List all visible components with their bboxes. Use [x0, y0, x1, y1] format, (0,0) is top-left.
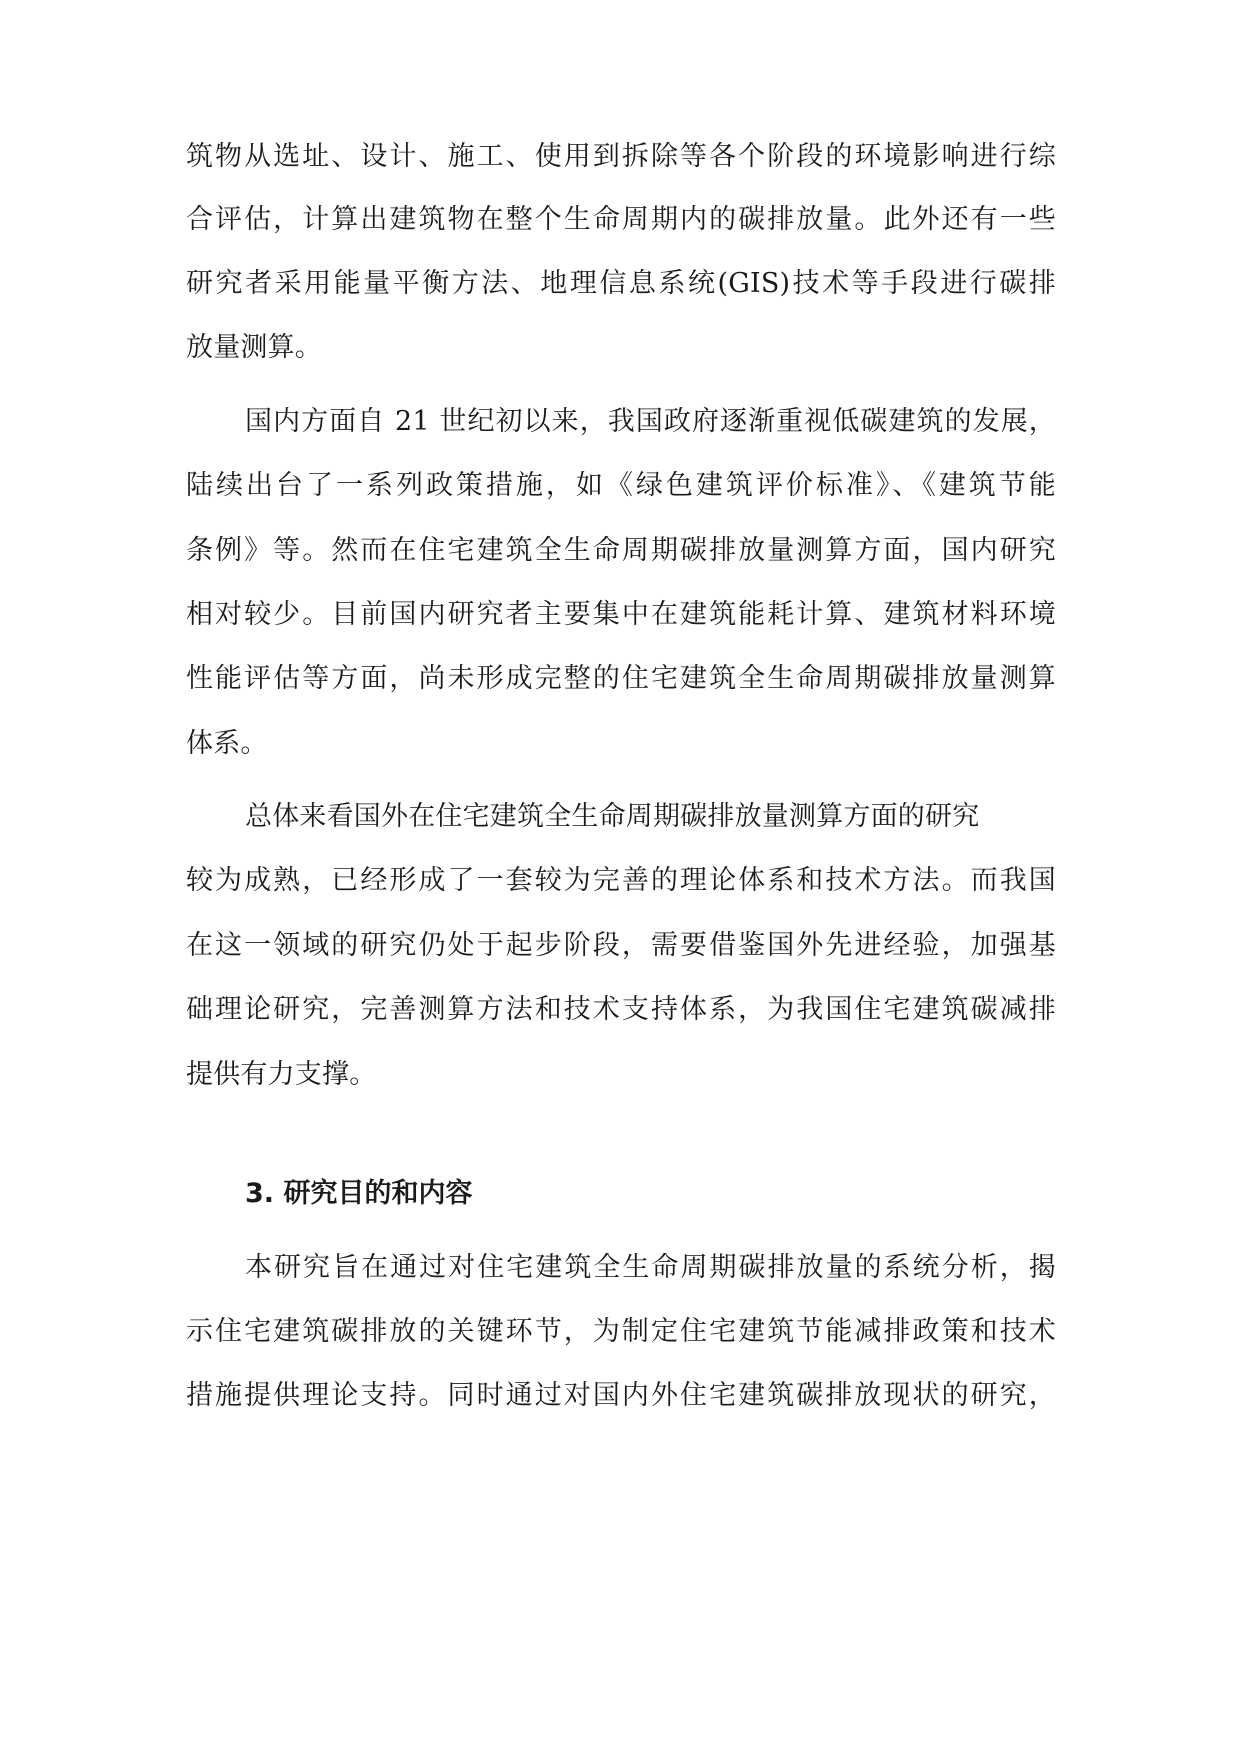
paragraph-1-line-4: 放量测算。 — [186, 332, 322, 363]
paragraph-2-line-6: 体系。 — [186, 728, 268, 759]
section-paragraph-line-1: 本研究旨在通过对住宅建筑全生命周期碳排放量的系统分析，揭 — [245, 1252, 1056, 1283]
paragraph-2-line-2: 陆续出台了一系列政策措施，如《绿色建筑评价标准》、《建筑节能 — [186, 470, 1056, 501]
section-paragraph-line-2: 示住宅建筑碳排放的关键环节，为制定住宅建筑节能减排政策和技术 — [186, 1316, 1056, 1347]
section-heading: 3. 研究目的和内容 — [245, 1178, 473, 1209]
paragraph-3-line-2: 较为成熟，已经形成了一套较为完善的理论体系和技术方法。而我国 — [186, 865, 1056, 896]
paragraph-2-line-5: 性能评估等方面，尚未形成完整的住宅建筑全生命周期碳排放量测算 — [186, 663, 1056, 694]
paragraph-1-line-1: 筑物从选址、设计、施工、使用到拆除等各个阶段的环境影响进行综 — [186, 141, 1056, 172]
section-paragraph-line-3: 措施提供理论支持。同时通过对国内外住宅建筑碳排放现状的研究， — [186, 1380, 1056, 1411]
paragraph-1-line-3: 研究者采用能量平衡方法、地理信息系统(GIS)技术等手段进行碳排 — [186, 268, 1056, 299]
paragraph-3-line-1: 总体来看国外在住宅建筑全生命周期碳排放量测算方面的研究 — [245, 801, 980, 832]
paragraph-3-line-4: 础理论研究，完善测算方法和技术支持体系，为我国住宅建筑碳减排 — [186, 994, 1056, 1025]
paragraph-2-line-4: 相对较少。目前国内研究者主要集中在建筑能耗计算、建筑材料环境 — [186, 599, 1056, 630]
paragraph-3-line-5: 提供有力支撑。 — [186, 1059, 377, 1090]
paragraph-3-line-3: 在这一领域的研究仍处于起步阶段，需要借鉴国外先进经验，加强基 — [186, 930, 1056, 961]
paragraph-2-line-1: 国内方面自 21 世纪初以来，我国政府逐渐重视低碳建筑的发展， — [245, 406, 1056, 437]
paragraph-1-line-2: 合评估，计算出建筑物在整个生命周期内的碳排放量。此外还有一些 — [186, 204, 1056, 235]
paragraph-2-line-3: 条例》等。然而在住宅建筑全生命周期碳排放量测算方面，国内研究 — [186, 535, 1056, 566]
